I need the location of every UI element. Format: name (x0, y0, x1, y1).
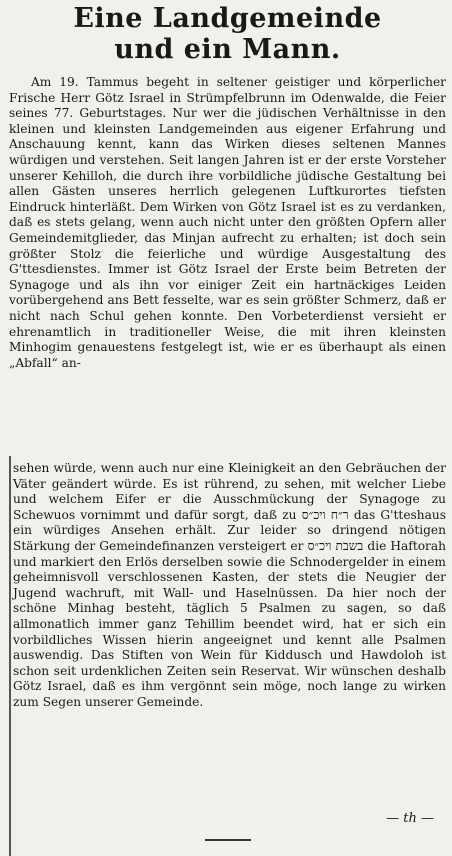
end-rule (205, 839, 251, 841)
column-rule (9, 456, 11, 856)
headline-line-2: und ein Mann. (114, 34, 341, 65)
article-paragraph-2: sehen würde, wenn auch nur eine Kleinigkeit an den Gebräuchen der Väter geändert würde. Es ist rührend, zu sehen, mit welcher Liebe und welchem Eifer er die Ausschmückung der Synagoge zu Schewuos vornimmt und dafür sorgt, daß zu ר״ח ויכ״ס das G'tteshaus ein würdiges Ansehen erhält. Zur leider so dringend nötigen Stärkung der Gemeindefinanzen versteigert er בשבת ויכ״ס die Haftorah und markiert den Erlös derselben sowie die Schnodergelder in einem geheimnisvoll verschlossenen Kasten, der stets die Neugier der Jugend wachruft, mit Wall- und Haselnüssen. Da hier noch der schöne Minhag besteht, täglich 5 Psalmen zu sagen, so daß allmonatlich immer ganz Tehillim beendet wird, hat er sich ein vorbildliches Wissen hierin angeeignet und kennt alle Psalmen auswendig. Das Stiften von Wein für Kiddusch und Hawdoloh ist schon seit urdenklichen Zeiten sein Reservat. Wir wünschen deshalb Götz Israel, daß es ihm vergönnt sein möge, noch lange zu wirken zum Segen unserer Gemeinde. (13, 461, 446, 709)
article-headline (9, 0, 446, 65)
author-signature: — th — (386, 811, 434, 826)
column-break (9, 452, 446, 461)
article-paragraph-1: Am 19. Tammus begeht in seltener geistiger und körperlicher Frische Herr Götz Israel in Strümpfelbrunn im Odenwalde, die Feier seines 77. Geburtstages. Nur wer die jüdischen Verhältnisse in den kleinen und kleinsten Landgemeinden aus eigener Erfahrung und Anschauung kennt, kann das Wirken dieses seltenen Mannes würdigen und verstehen. Seit langen Jahren ist er der erste Vorsteher unserer Kehilloh, die durch ihre vorbildliche jüdische Gestaltung bei allen Gästen unseres herrlich gelegenen Luftkurortes tiefsten Eindruck hinterläßt. Dem Wirken von Götz Israel ist es zu verdanken, daß es stets gelang, wenn auch nicht unter den größten Opfern aller Gemeindemitglieder, das Minjan aufrecht zu erhalten; ist doch sein größter Stolz die feierliche und würdige Ausgestaltung des G'ttesdienstes. Immer ist Götz Israel der Erste beim Betreten der Synagoge und als ihn vor einiger Zeit ein hartnäckiges Leiden vorübergehend ans Bett fesselte, war es sein größter Schmerz, daß er nicht nach Schul gehen konnte. Den Vorbeterdienst versieht er ehrenamtlich in traditioneller Weise, die mit ihren kleinsten Minhogim genauestens festgelegt ist, wie er es überhaupt als einen „Abfall“ an- (9, 75, 446, 370)
headline-line-1: Eine Landgemeinde (73, 3, 382, 34)
